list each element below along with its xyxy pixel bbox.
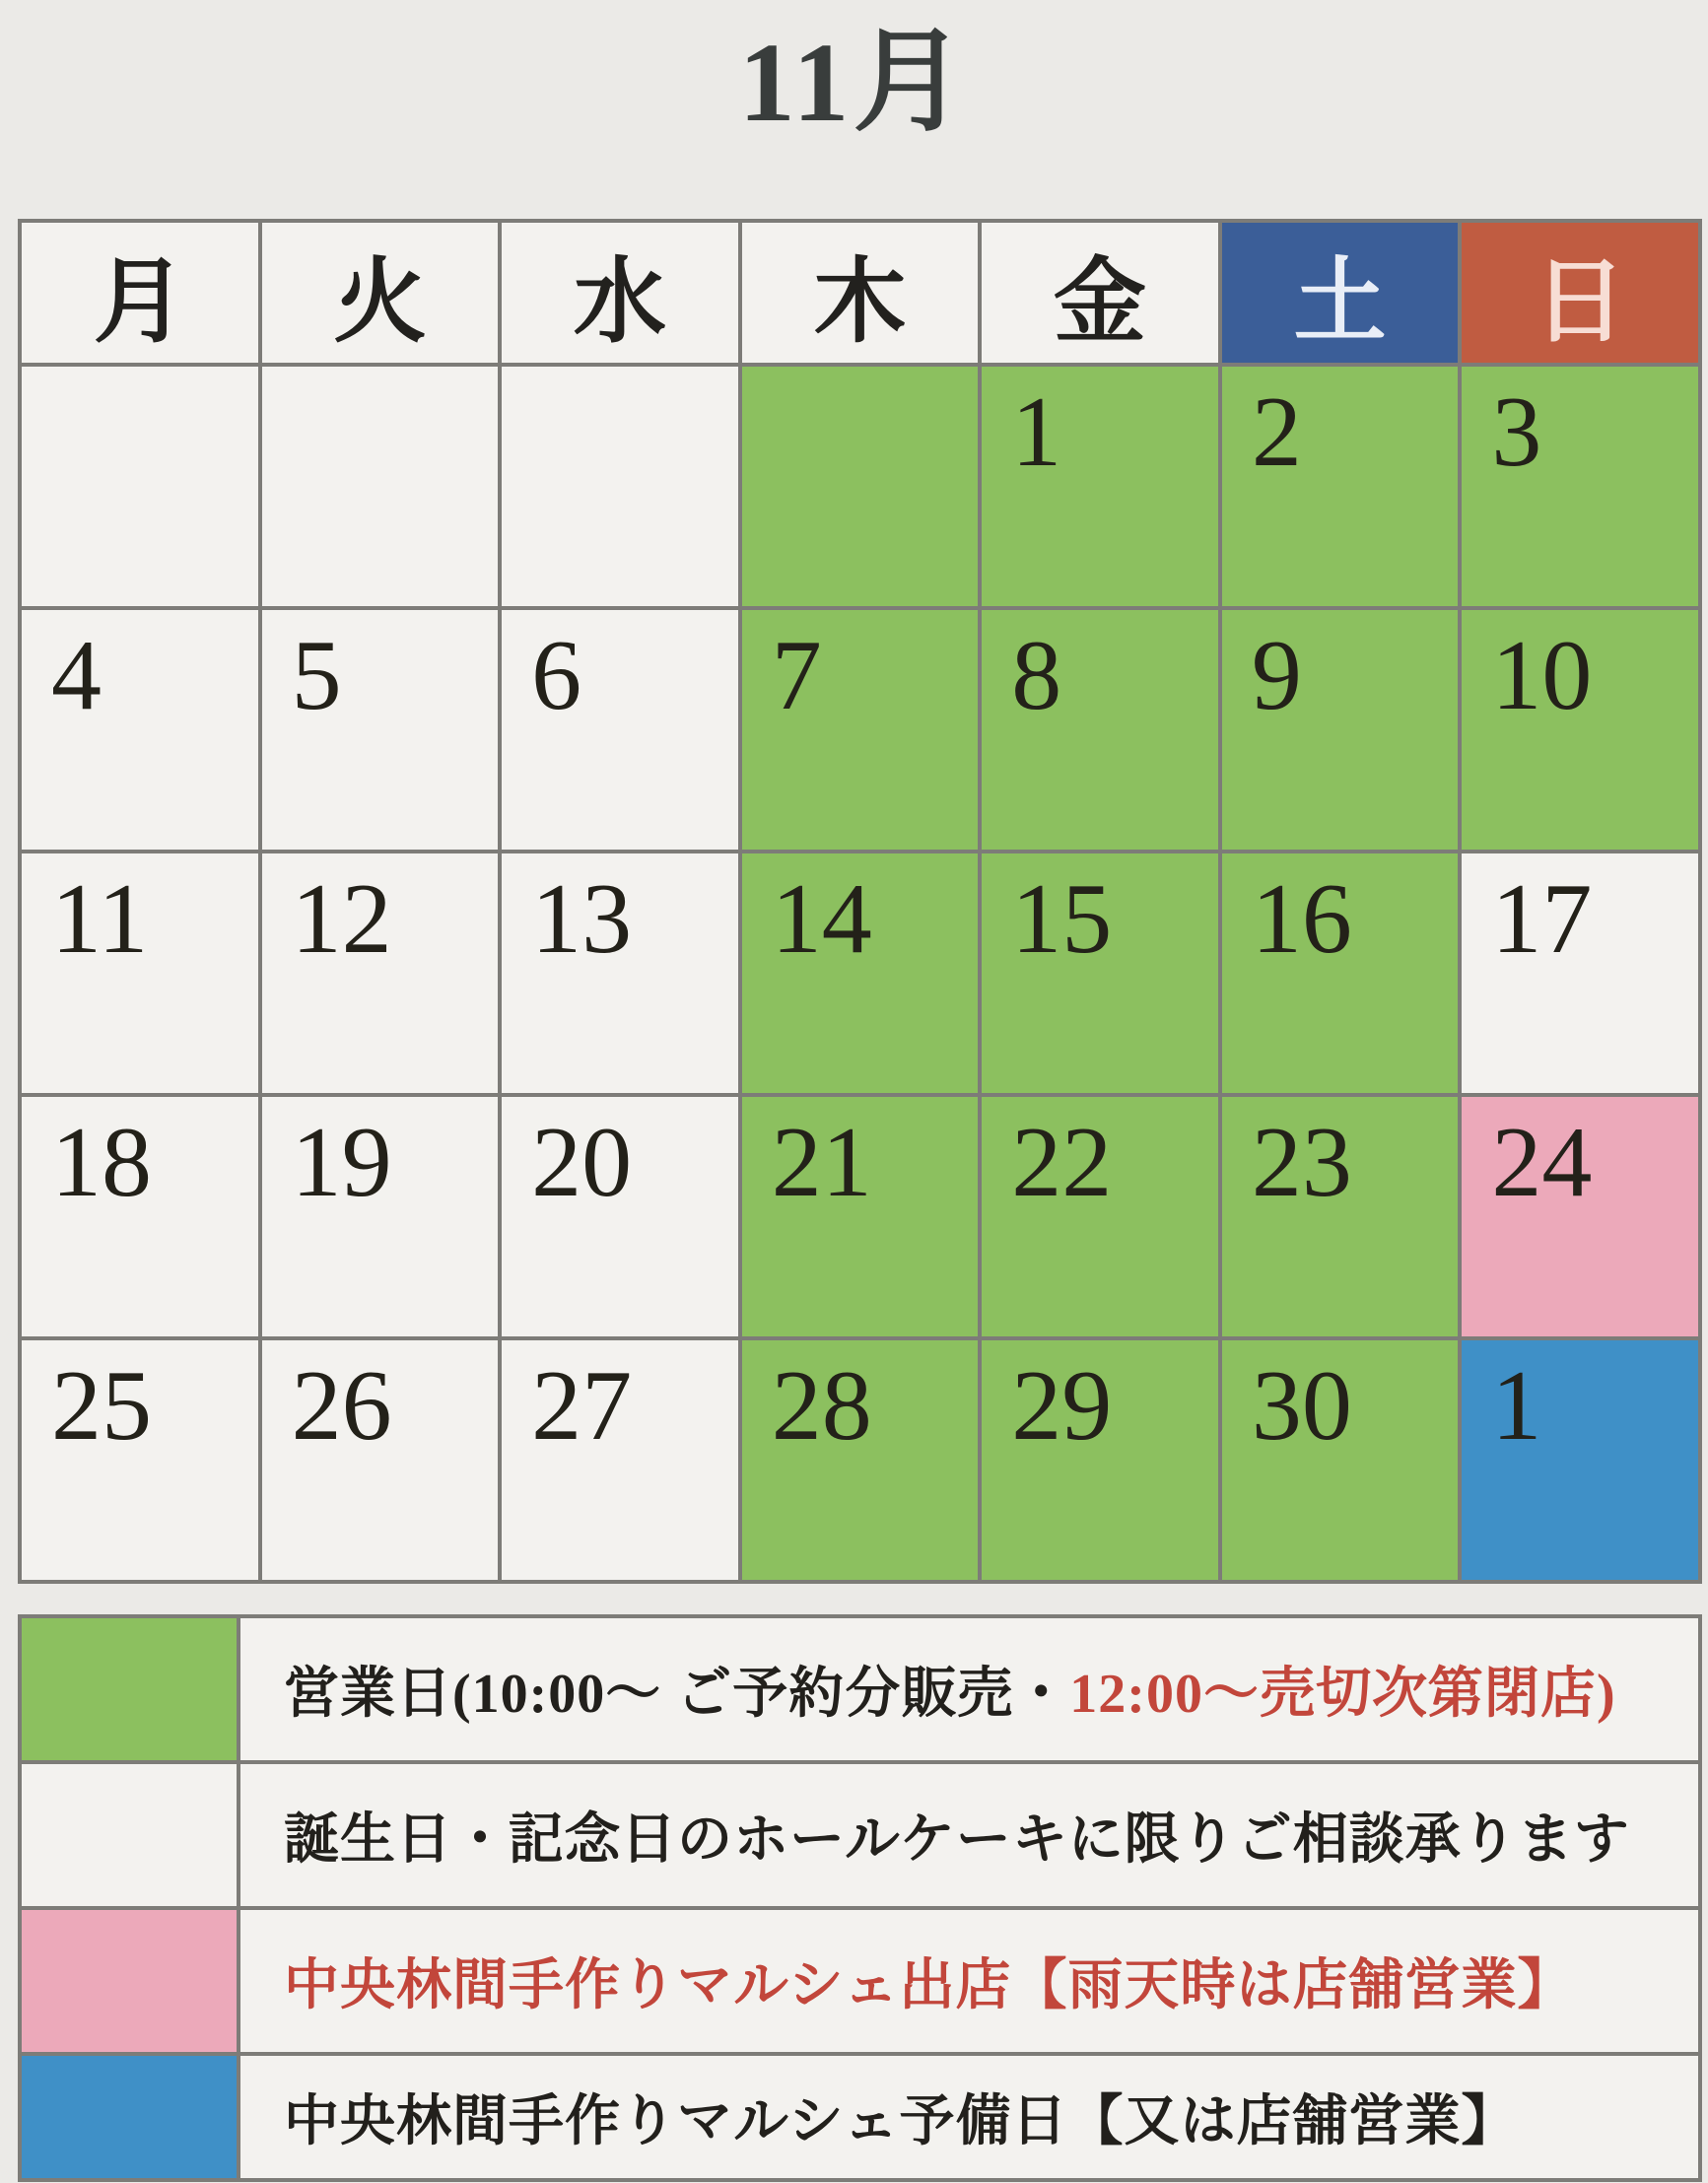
legend-table [18, 1614, 1702, 2182]
legend-label [239, 1616, 1700, 1762]
day-cell-empty [260, 365, 501, 608]
legend-row [20, 1762, 1700, 1908]
calendar-week-row [20, 608, 1700, 852]
day-cell-21: 21 [740, 1095, 981, 1338]
day-cell-6: 6 [500, 608, 740, 852]
day-cell-18: 18 [20, 1095, 260, 1338]
calendar-week-row [20, 365, 1700, 608]
day-cell-28: 28 [740, 1338, 981, 1582]
day-cell-17: 17 [1460, 852, 1700, 1095]
weekday-header-saturday: 土 [1220, 221, 1461, 365]
legend-label [239, 1908, 1700, 2054]
legend-row [20, 1908, 1700, 2054]
calendar-week-row [20, 852, 1700, 1095]
weekday-header-weekday: 木 [740, 221, 981, 365]
day-cell-20: 20 [500, 1095, 740, 1338]
legend-text-segment: 12:00～売切次第閉店) [1069, 1664, 1616, 1725]
calendar-week-row [20, 1095, 1700, 1338]
day-cell-4: 4 [20, 608, 260, 852]
weekday-header-weekday: 水 [500, 221, 740, 365]
day-cell-8: 8 [980, 608, 1220, 852]
weekday-header-sunday: 日 [1460, 221, 1700, 365]
day-cell-29: 29 [980, 1338, 1220, 1582]
day-cell-30: 30 [1220, 1338, 1461, 1582]
legend-label [239, 2054, 1700, 2180]
day-cell-1: 1 [1460, 1338, 1700, 1582]
day-cell-25: 25 [20, 1338, 260, 1582]
legend-text-segment: 営業日(10:00～ ご予約分販売・ [284, 1664, 1070, 1725]
day-cell-empty [20, 365, 260, 608]
day-cell-empty [740, 365, 981, 608]
legend-row [20, 1616, 1700, 1762]
month-title: 11月 [738, 20, 970, 145]
day-cell-11: 11 [20, 852, 260, 1095]
day-cell-19: 19 [260, 1095, 501, 1338]
calendar-table [18, 219, 1702, 1584]
weekday-header-weekday: 火 [260, 221, 501, 365]
day-cell-14: 14 [740, 852, 981, 1095]
legend-swatch-closed [20, 1762, 239, 1908]
day-cell-16: 16 [1220, 852, 1461, 1095]
legend-label [239, 1762, 1700, 1908]
day-cell-3: 3 [1460, 365, 1700, 608]
day-cell-24: 24 [1460, 1095, 1700, 1338]
day-cell-26: 26 [260, 1338, 501, 1582]
day-cell-22: 22 [980, 1095, 1220, 1338]
weekday-row [20, 221, 1700, 365]
legend-text-segment: 中央林間手作りマルシェ出店【雨天時は店舗営業】 [284, 1955, 1574, 2016]
weekday-header-row [20, 221, 1700, 365]
day-cell-23: 23 [1220, 1095, 1461, 1338]
day-cell-5: 5 [260, 608, 501, 852]
day-cell-1: 1 [980, 365, 1220, 608]
day-cell-13: 13 [500, 852, 740, 1095]
legend-swatch-marche [20, 1908, 239, 2054]
day-cell-15: 15 [980, 852, 1220, 1095]
day-cell-12: 12 [260, 852, 501, 1095]
weekday-header-weekday: 金 [980, 221, 1220, 365]
legend-row [20, 2054, 1700, 2180]
calendar-body [20, 365, 1700, 1582]
legend-swatch-backup [20, 2054, 239, 2180]
day-cell-27: 27 [500, 1338, 740, 1582]
day-cell-empty [500, 365, 740, 608]
day-cell-7: 7 [740, 608, 981, 852]
legend-body [20, 1616, 1700, 2180]
weekday-header-weekday: 月 [20, 221, 260, 365]
day-cell-9: 9 [1220, 608, 1461, 852]
day-cell-10: 10 [1460, 608, 1700, 852]
legend-swatch-open [20, 1616, 239, 1762]
legend-text-segment: 誕生日・記念日のホールケーキに限りご相談承ります [284, 1809, 1630, 1871]
calendar-week-row [20, 1338, 1700, 1582]
legend-text-segment: 中央林間手作りマルシェ予備日【又は店舗営業】 [284, 2091, 1518, 2152]
day-cell-2: 2 [1220, 365, 1461, 608]
